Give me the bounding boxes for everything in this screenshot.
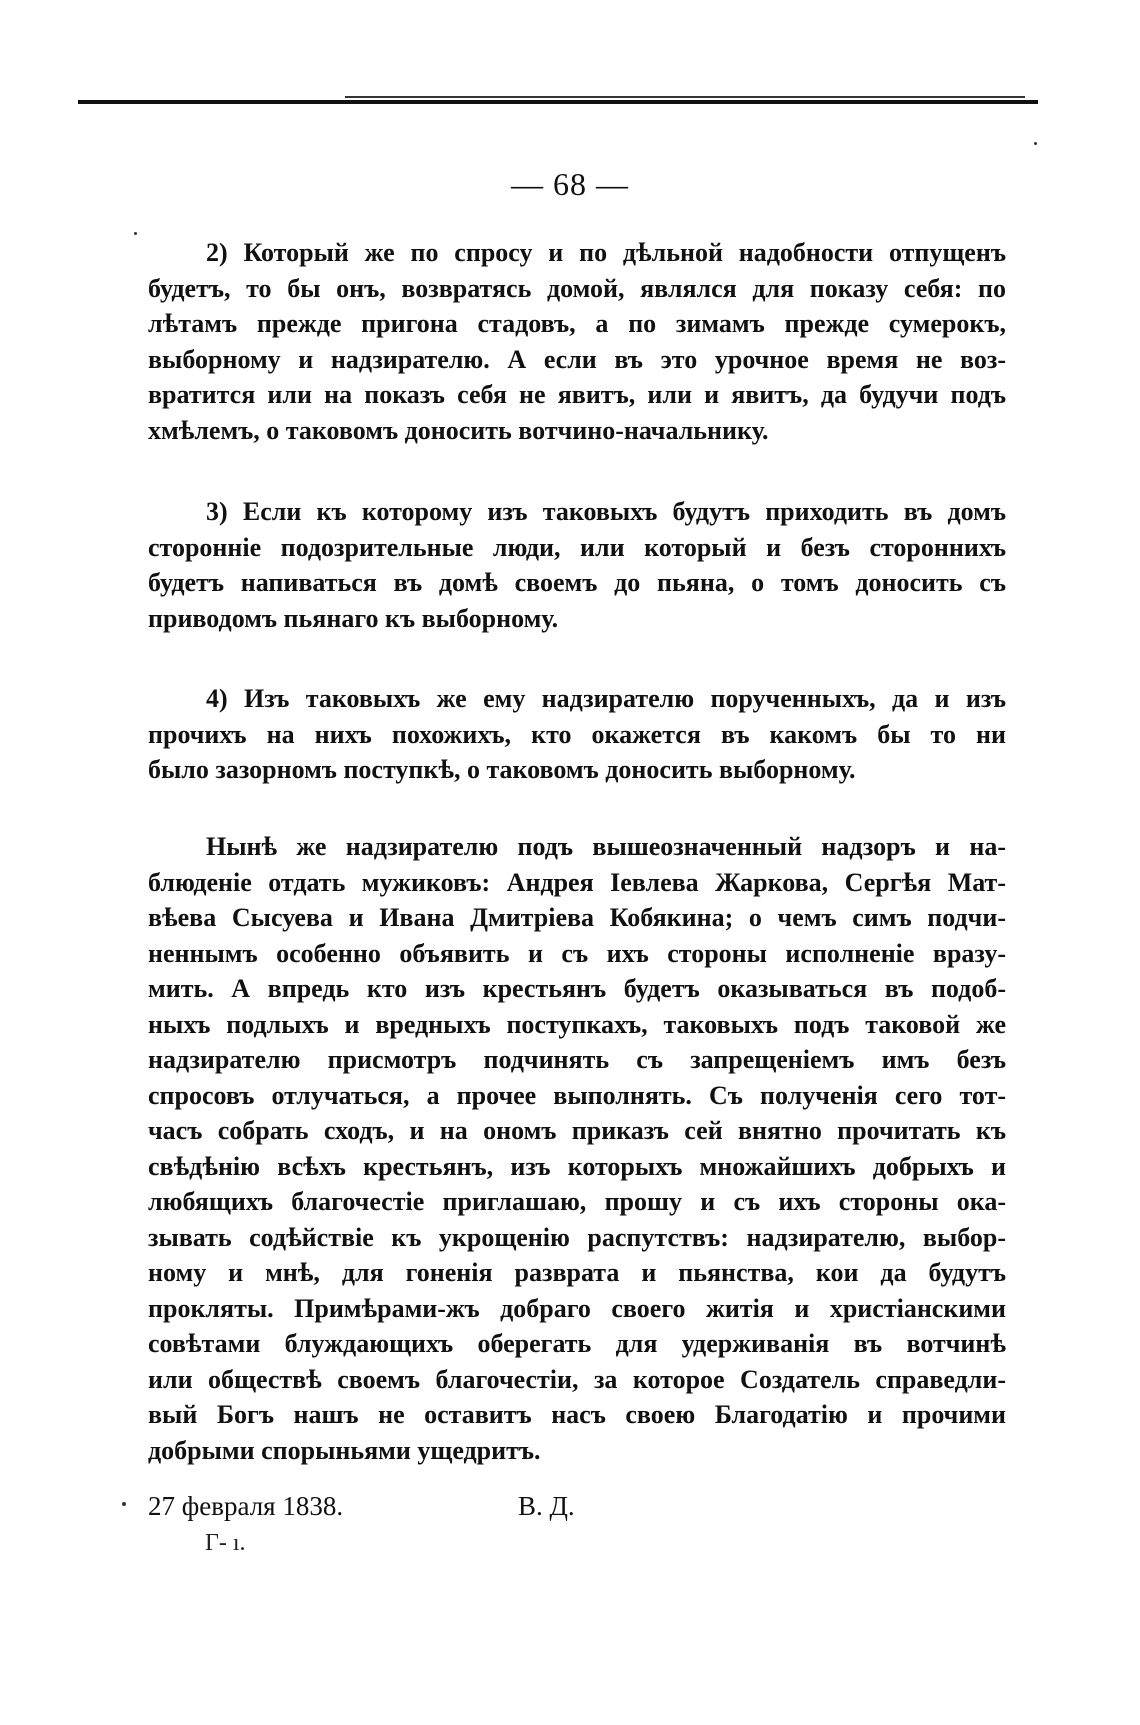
text-line: сторонніе подозрительные люди, или который и безъ стороннихъ: [148, 532, 1006, 562]
text-line: 3) Если къ которому изъ таковыхъ будутъ приходить въ домъ: [206, 497, 1006, 526]
signature-date: 27 февраля 1838.: [148, 1491, 344, 1521]
text-line: приводомъ пьянаго къ выборному.: [148, 603, 559, 633]
text-line: 4) Изъ таковыхъ же ему надзирателю порученныхъ, да и изъ: [206, 684, 1006, 713]
text-line: вратится или на показъ себя не явитъ, или и явитъ, да будучи подъ: [148, 380, 1006, 409]
text-line: спросовъ отлучаться, а прочее выполнять. Съ полученія сего тот-: [148, 1080, 1006, 1110]
signature-initials: В. Д.: [518, 1491, 575, 1521]
paragraph-5: [148, 829, 1006, 1468]
text-line: ныхъ подлыхъ и вредныхъ поступкахъ, таковыхъ подъ таковой же: [148, 1009, 1006, 1039]
text-line: добрыми спорыньями ущедритъ.: [148, 1435, 541, 1465]
header-rule-thin: [345, 96, 1025, 98]
text-line: Нынѣ же надзирателю подъ вышеозначенный надзоръ и на-: [206, 832, 1006, 861]
text-line: будетъ напиваться въ домѣ своемъ до пьяна, о томъ доносить съ: [148, 568, 1006, 597]
paragraph-4: [148, 681, 1006, 788]
signature-fragment: Г- ı.: [205, 1530, 246, 1556]
text-line: надзирателю присмотръ подчинять съ запрещеніемъ имъ безъ: [148, 1045, 1006, 1074]
text-line: 2) Который же по спросу и по дѣльной надобности отпущенъ: [206, 238, 1006, 267]
text-line: совѣтами блуждающихъ оберегать для удерживанія въ вотчинѣ: [148, 1329, 1006, 1358]
text-line: свѣдѣнію всѣхъ крестьянъ, изъ которыхъ множайшихъ добрыхъ и: [148, 1151, 1006, 1181]
page-number: — 68 —: [511, 166, 629, 202]
text-line: любящихъ благочестіе приглашаю, прошу и съ ихъ стороны ока-: [148, 1187, 1006, 1216]
text-line: вый Богъ нашъ не оставитъ насъ своею Благодатію и прочими: [148, 1400, 1006, 1429]
text-line: вѣева Сысуева и Ивана Дмитріева Кобякина; о чемъ симъ подчи-: [148, 903, 1006, 932]
text-line: мить. А впредь кто изъ крестьянъ будетъ оказываться въ подоб-: [148, 974, 1006, 1003]
text-line: или обществѣ своемъ благочестіи, за которое Создатель справедли-: [148, 1364, 1006, 1394]
text-line: блюденіе отдать мужиковъ: Андрея Іевлева Жаркова, Сергѣя Мат-: [148, 867, 1006, 897]
text-line: лѣтамъ прежде пригона стадовъ, а по зимамъ прежде сумерокъ,: [148, 309, 1006, 338]
margin-speck: [122, 1502, 126, 1506]
paragraph-2: [148, 235, 1006, 448]
text-line: хмѣлемъ, о таковомъ доносить вотчино-начальнику.: [148, 415, 769, 445]
header-rule: [78, 100, 1038, 104]
text-line: неннымъ особенно объявить и съ ихъ стороны исполненіе вразу-: [148, 938, 1006, 968]
text-line: будетъ, то бы онъ, возвратясь домой, являлся для показу себя: по: [148, 273, 1006, 303]
text-line: прочихъ на нихъ похожихъ, кто окажется въ какомъ бы то ни: [148, 719, 1006, 749]
margin-speck: [1034, 142, 1037, 145]
text-line: было зазорномъ поступкѣ, о таковомъ доносить выборному.: [148, 755, 856, 784]
text-line: выборному и надзирателю. А если въ это урочное время не воз-: [148, 344, 1006, 374]
paragraph-3: [148, 494, 1006, 636]
text-line: часъ собрать сходъ, и на ономъ приказъ сей внятно прочитать къ: [148, 1116, 1006, 1145]
margin-speck: [134, 232, 137, 235]
text-line: зывать содѣйствіе къ укрощенію распутствъ: надзирателю, выбор-: [148, 1222, 1006, 1252]
text-line: прокляты. Примѣрами-жъ добраго своего житія и христіанскими: [148, 1293, 1006, 1323]
text-line: ному и мнѣ, для гоненія разврата и пьянства, кои да будутъ: [148, 1258, 1006, 1287]
